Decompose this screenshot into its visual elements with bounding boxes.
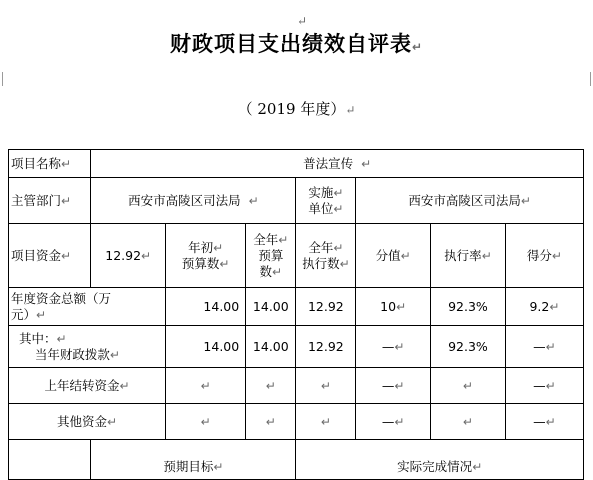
title-text: 财政项目支出绩效自评表: [169, 32, 412, 56]
paragraph-mark-icon: ↵: [481, 248, 492, 263]
cell-text: 数: [259, 263, 273, 279]
row-label-cell: [9, 288, 166, 326]
subtitle-text: （ 2019 年度）: [237, 100, 346, 118]
exec-rate-cell[interactable]: [431, 326, 506, 368]
cell-text: 12.92: [307, 338, 344, 354]
table-row: [9, 368, 584, 404]
paragraph-mark-icon: ↵: [219, 256, 230, 271]
cell-text: 10: [380, 298, 397, 314]
annual-budget-cell[interactable]: [246, 368, 296, 404]
cell-text: 全年: [308, 239, 334, 255]
cell-text: 项目资金: [11, 247, 62, 263]
cell-text: 执行数: [302, 255, 340, 271]
cell-text: 主管部门: [11, 192, 62, 208]
department-label-cell: [9, 178, 91, 224]
cell-text: 实施: [308, 184, 334, 200]
paragraph-mark-icon: ↵: [394, 378, 405, 393]
evaluation-table: [8, 149, 584, 480]
score-value-cell[interactable]: [356, 368, 431, 404]
document-title: [0, 28, 593, 58]
paragraph-mark-icon: ↵: [462, 378, 473, 393]
paragraph-mark-icon: ↵: [545, 339, 556, 354]
table-row: [9, 404, 584, 440]
paragraph-mark-icon: ↵: [462, 414, 473, 429]
cell-text: 当年财政拨款: [34, 346, 110, 362]
paragraph-mark-icon: ↵: [333, 201, 344, 216]
paragraph-mark-icon: ↵: [339, 256, 350, 271]
col-initial-budget-header: [166, 224, 246, 288]
paragraph-mark-icon: ↵: [109, 347, 120, 362]
paragraph-mark-icon: ↵: [333, 185, 344, 200]
annual-budget-cell[interactable]: [246, 326, 296, 368]
paragraph-mark-icon: ↵: [61, 193, 72, 208]
cell-text: —: [381, 377, 395, 393]
cell-text: 12.92: [307, 298, 344, 314]
department-value-cell[interactable]: [91, 178, 296, 224]
cell-text: 预算数: [181, 255, 220, 271]
initial-budget-cell[interactable]: [166, 288, 246, 326]
cell-text: 92.3%: [448, 338, 488, 354]
paragraph-mark-icon: ↵: [400, 248, 411, 263]
paragraph-mark-icon: ↵: [200, 414, 211, 429]
cell-text: 元）: [11, 306, 37, 322]
paragraph-mark-icon: ↵: [61, 156, 72, 171]
initial-budget-cell[interactable]: [166, 404, 246, 440]
paragraph-mark-icon: ↵: [200, 378, 211, 393]
exec-rate-cell[interactable]: [431, 368, 506, 404]
score-cell[interactable]: [505, 288, 583, 326]
cell-text: 项目名称: [11, 155, 62, 171]
table-row: [9, 326, 584, 368]
paragraph-mark-icon: ↵: [141, 248, 152, 263]
annual-budget-cell[interactable]: [246, 404, 296, 440]
annual-exec-cell[interactable]: [296, 404, 356, 440]
row-label-cell: [9, 404, 166, 440]
col-score-value-header: [356, 224, 431, 288]
paragraph-mark-icon: ↵: [278, 232, 289, 247]
table-row: [9, 178, 584, 224]
paragraph-mark-icon: ↵: [394, 339, 405, 354]
paragraph-mark-icon: ↵: [248, 193, 259, 208]
paragraph-mark-icon: ↵: [549, 299, 560, 314]
paragraph-mark-icon: ↵: [345, 103, 356, 117]
funds-label-cell: [9, 224, 91, 288]
paragraph-mark-icon: ↵: [411, 40, 424, 54]
exec-rate-cell[interactable]: [431, 404, 506, 440]
margin-corner-mark: [580, 72, 591, 86]
score-cell[interactable]: [505, 368, 583, 404]
score-value-cell[interactable]: [356, 326, 431, 368]
cell-text: 年初: [188, 239, 214, 255]
col-exec-rate-header: [431, 224, 506, 288]
cell-text: 预算: [258, 247, 284, 263]
cell-text: 单位: [308, 200, 334, 216]
initial-budget-cell[interactable]: [166, 368, 246, 404]
cell-text: —: [381, 413, 395, 429]
paragraph-mark-icon: ↵: [551, 248, 562, 263]
table-row: [9, 150, 584, 178]
margin-corner-mark: [2, 72, 13, 86]
paragraph-mark-icon: ↵: [320, 414, 331, 429]
annual-exec-cell[interactable]: [296, 368, 356, 404]
exec-unit-label-cell: [296, 178, 356, 224]
paragraph-mark-icon: ↵: [320, 378, 331, 393]
score-cell[interactable]: [505, 404, 583, 440]
paragraph-mark-icon: ↵: [119, 378, 130, 393]
cell-text: —: [533, 338, 546, 354]
table-header-row: [9, 224, 584, 288]
score-value-cell[interactable]: [356, 404, 431, 440]
cell-text: 9.2: [529, 298, 550, 314]
cell-text: 执行率: [444, 247, 482, 263]
paragraph-mark-icon: ↵: [56, 331, 67, 346]
row-label-cell: [9, 326, 166, 368]
paragraph-mark-icon: ↵: [361, 156, 372, 171]
paragraph-mark-icon: ↵: [545, 414, 556, 429]
paragraph-mark-icon: ↵: [213, 459, 224, 474]
cell-text: 普法宣传: [303, 155, 354, 171]
paragraph-mark-icon: ↵: [394, 414, 405, 429]
cell-text: 14.00: [252, 338, 289, 354]
cell-text: 其他资金: [57, 413, 108, 429]
paragraph-mark-icon: ↵: [472, 459, 483, 474]
project-name-value-cell[interactable]: [91, 150, 584, 178]
score-cell[interactable]: [505, 326, 583, 368]
cell-text: 得分: [526, 247, 552, 263]
cell-text: 西安市高陵区司法局: [128, 192, 241, 208]
col-annual-budget-header: [246, 224, 296, 288]
table-row: [9, 288, 584, 326]
cell-text: 12.92: [105, 247, 142, 263]
cell-text: 92.3%: [448, 298, 488, 314]
funds-value-cell[interactable]: [91, 224, 166, 288]
cell-text: 14.00: [203, 338, 240, 354]
paragraph-mark-icon: ↵: [272, 264, 283, 279]
annual-exec-cell[interactable]: [296, 326, 356, 368]
col-annual-exec-header: [296, 224, 356, 288]
exec-rate-cell[interactable]: [431, 288, 506, 326]
cell-text: 其中：: [18, 330, 57, 346]
paragraph-mark-icon: ↵: [61, 248, 72, 263]
annual-budget-cell[interactable]: [246, 288, 296, 326]
paragraph-mark-icon: ↵: [107, 414, 118, 429]
paragraph-mark-icon: ↵: [297, 14, 308, 28]
cell-text: —: [381, 338, 395, 354]
cell-text: —: [533, 377, 546, 393]
exec-unit-value-cell[interactable]: [356, 178, 584, 224]
cell-text: 预期目标: [163, 458, 214, 474]
score-value-cell[interactable]: [356, 288, 431, 326]
initial-budget-cell[interactable]: [166, 326, 246, 368]
annual-exec-cell[interactable]: [296, 288, 356, 326]
cell-text: 分值: [375, 247, 401, 263]
cell-text: 上年结转资金: [44, 377, 120, 393]
paragraph-mark-icon: ↵: [213, 240, 224, 255]
cell-text: 14.00: [252, 298, 289, 314]
paragraph-mark-icon: ↵: [265, 414, 276, 429]
col-score-header: [505, 224, 583, 288]
paragraph-mark-icon: ↵: [265, 378, 276, 393]
paragraph-mark-icon: ↵: [396, 299, 407, 314]
cell-text: 年度资金总额（万: [11, 290, 112, 306]
paragraph-mark-icon: ↵: [520, 193, 531, 208]
paragraph-mark-icon: ↵: [545, 378, 556, 393]
row-label-cell: [9, 368, 166, 404]
cell-text: —: [533, 413, 546, 429]
paragraph-mark-icon: ↵: [36, 307, 47, 322]
cell-text: 西安市高陵区司法局: [408, 192, 521, 208]
cell-text: 全年: [253, 231, 279, 247]
cell-text: 14.00: [203, 298, 240, 314]
document-subtitle: [0, 98, 593, 119]
paragraph-mark-icon: ↵: [333, 240, 344, 255]
cell-text: 实际完成情况: [397, 458, 473, 474]
project-name-label-cell: [9, 150, 91, 178]
